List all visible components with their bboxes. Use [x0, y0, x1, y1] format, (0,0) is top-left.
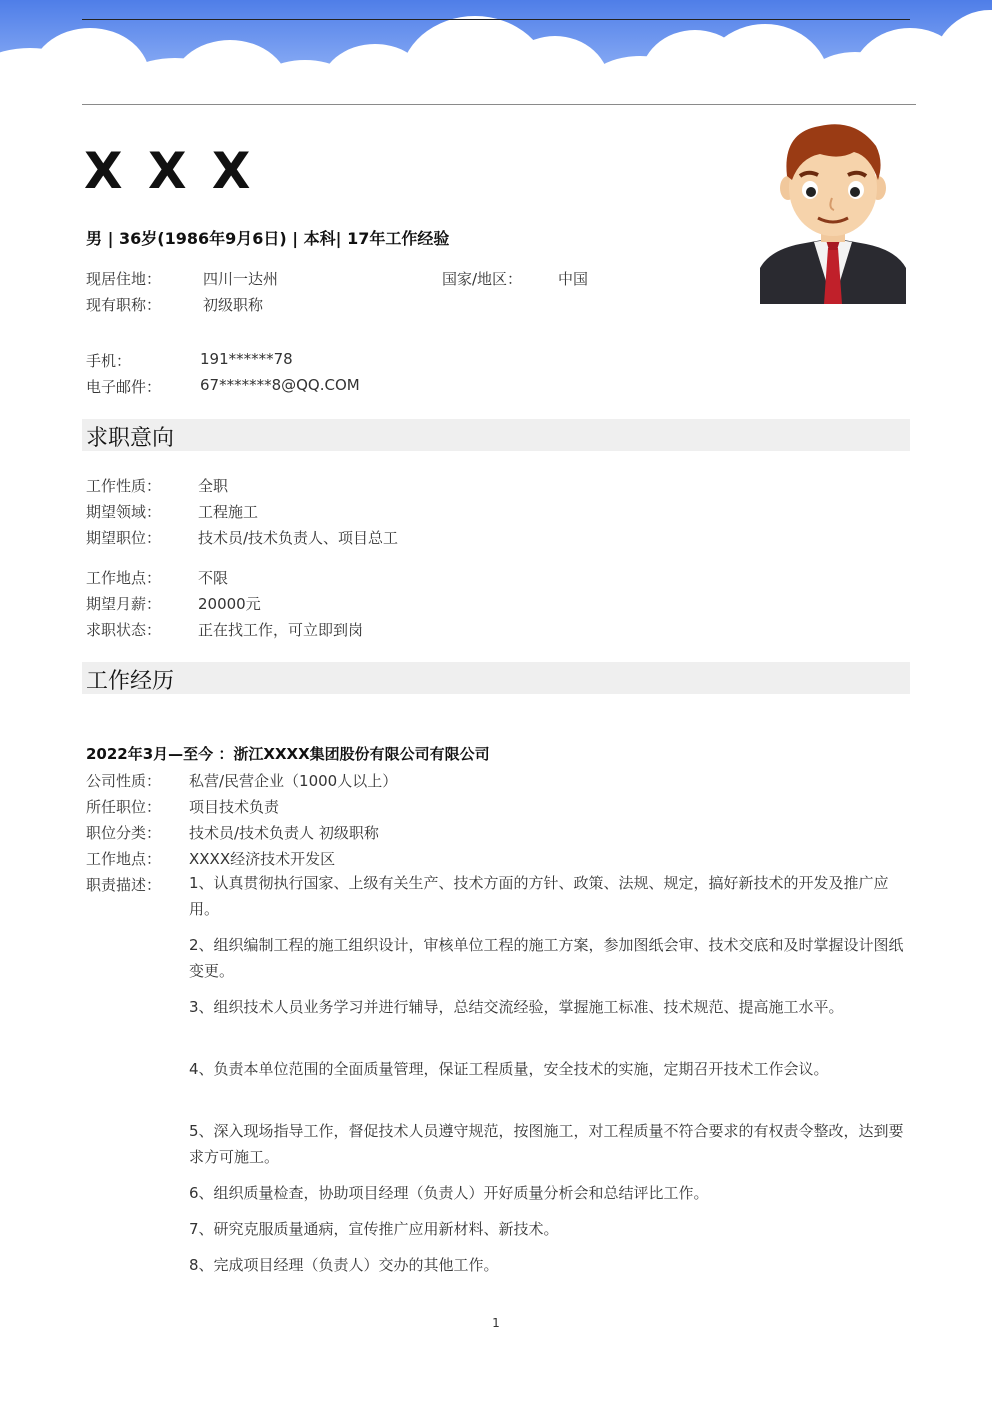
intent-row-label: 工作地点：	[86, 569, 162, 587]
header-divider	[82, 104, 916, 105]
intent-row-value: 20000元	[198, 595, 261, 613]
duty-item: 8、完成项目经理（负责人）交办的其他工作。	[189, 1256, 499, 1274]
residence-label: 现居住地：	[86, 270, 162, 288]
intent-row-label: 求职状态：	[86, 621, 162, 639]
cloud-shape	[0, 82, 992, 106]
country-value: 中国	[558, 270, 589, 288]
duty-item: 7、研究克服质量通病，宣传推广应用新材料、新技术。	[189, 1220, 559, 1238]
phone-label: 手机：	[86, 352, 132, 370]
page-number: 1	[492, 1316, 500, 1330]
title-value: 初级职称	[203, 296, 264, 314]
country-label: 国家/地区：	[442, 270, 523, 288]
intent-row-value: 技术员/技术负责人、项目总工	[198, 529, 399, 547]
experience-row-label: 所任职位：	[86, 798, 162, 816]
duty-item: 3、组织技术人员业务学习并进行辅导，总结交流经验，掌握施工标准、技术规范、提高施工水平。	[189, 998, 844, 1016]
duty-item: 6、组织质量检查，协助项目经理（负责人）开好质量分析会和总结评比工作。	[189, 1184, 709, 1202]
experience-row-value: 项目技术负责	[189, 798, 280, 816]
intent-row-label: 期望月薪：	[86, 595, 162, 613]
experience-row-label: 公司性质：	[86, 772, 162, 790]
experience-row-label: 职位分类：	[86, 824, 162, 842]
section-header-experience	[82, 662, 910, 694]
residence-value: 四川一达州	[203, 270, 279, 288]
duty-label: 职责描述：	[86, 876, 162, 894]
intent-row-label: 期望职位：	[86, 529, 162, 547]
email-label: 电子邮件：	[86, 378, 162, 396]
intent-row-label: 期望领域：	[86, 503, 162, 521]
sky-header-banner	[0, 0, 992, 106]
job-title: 2022年3月—至今 ：浙江XXXX集团股份有限公司有限公司	[86, 745, 490, 763]
candidate-name: X X X	[84, 142, 255, 200]
phone-value: 191******78	[200, 350, 293, 368]
experience-row-label: 工作地点：	[86, 850, 162, 868]
experience-row-value: 技术员/技术负责人 初级职称	[189, 824, 379, 842]
intent-row-value: 全职	[198, 477, 229, 495]
experience-row-value: 私营/民营企业（1000人以上）	[189, 772, 398, 790]
intent-row-label: 工作性质：	[86, 477, 162, 495]
intent-row-value: 工程施工	[198, 503, 259, 521]
intent-row-value: 正在找工作，可立即到岗	[198, 621, 364, 639]
email-value: 67*******8@QQ.COM	[200, 376, 360, 394]
duty-item: 5、深入现场指导工作，督促技术人员遵守规范，按图施工，对工程质量不符合要求的有权责令整改，达到要求方可施工。	[189, 1122, 904, 1166]
section-title: 工作经历	[86, 669, 175, 694]
intent-row-value: 不限	[198, 569, 229, 587]
top-rule	[82, 19, 910, 20]
duty-item: 1、认真贯彻执行国家、上级有关生产、技术方面的方针、政策、法规、规定，搞好新技术的开发及推广应用。	[189, 874, 889, 918]
title-label: 现有职称：	[86, 296, 162, 314]
duty-item: 4、负责本单位范围的全面质量管理，保证工程质量，安全技术的实施，定期召开技术工作会议。	[189, 1060, 829, 1078]
duty-item: 2、组织编制工程的施工组织设计，审核单位工程的施工方案，参加图纸会审、技术交底和及时掌握设计图纸变更。	[189, 936, 904, 980]
section-header-intent	[82, 419, 910, 451]
avatar-icon	[760, 118, 906, 304]
candidate-summary: 男 | 36岁(1986年9月6日) | 本科| 17年工作经验	[86, 229, 450, 248]
experience-row-value: XXXX经济技术开发区	[189, 850, 336, 868]
section-title: 求职意向	[86, 426, 175, 451]
